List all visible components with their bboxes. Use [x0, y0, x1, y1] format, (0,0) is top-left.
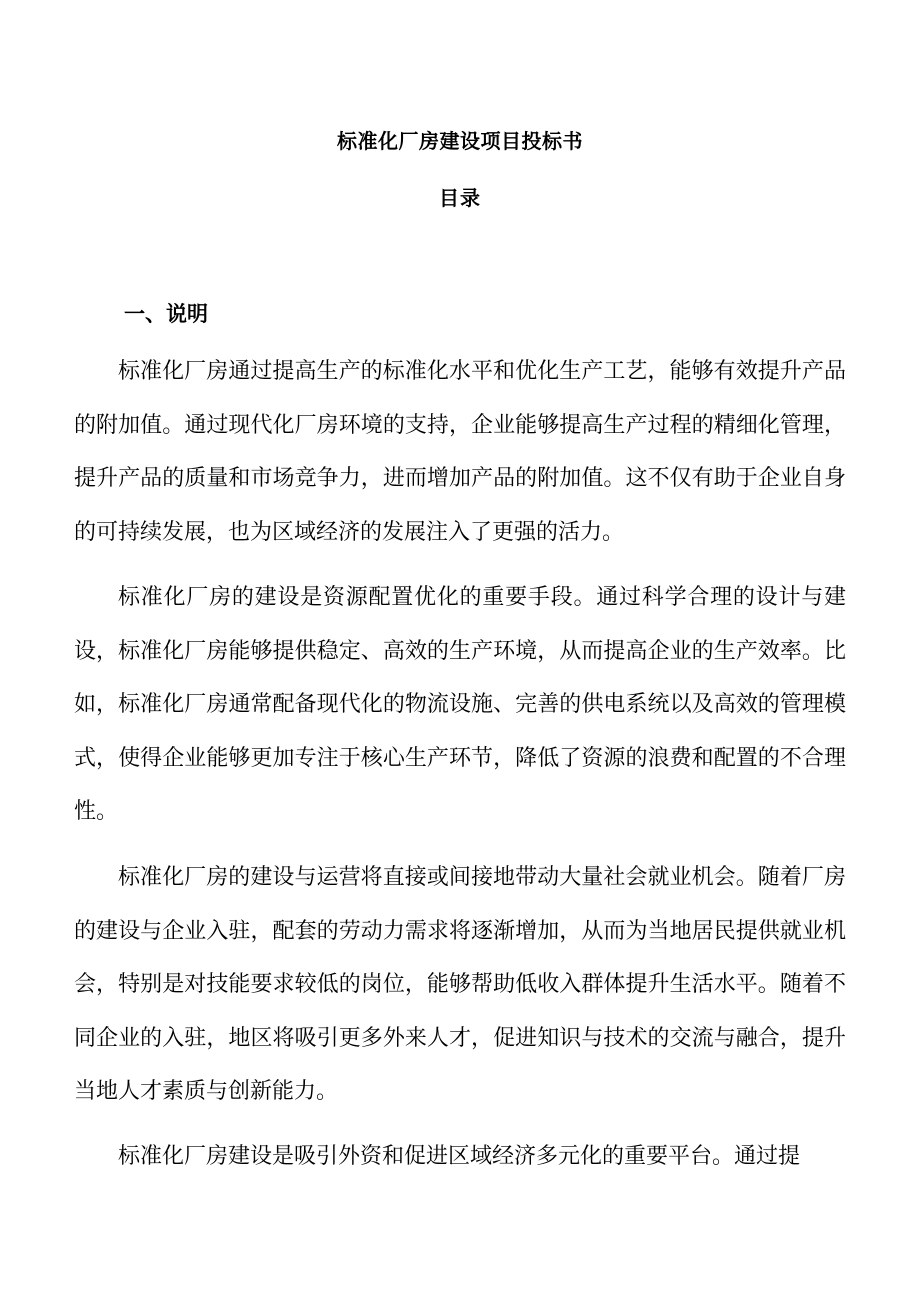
paragraph-4: 标准化厂房建设是吸引外资和促进区域经济多元化的重要平台。通过提 [118, 1144, 801, 1169]
section-heading: 一、说明 [124, 301, 208, 326]
paragraph-3: 标准化厂房的建设与运营将直接或间接地带动大量社会就业机会。随着厂房的建设与企业入驻，配套的劳动力需求将逐渐增加，从而为当地居民提供就业机会，特别是对技能要求较低的岗位，能够帮助低收入群体提升生活水平。随着不同企业的入驻，地区将吸引更多外来人才，促进知识与技术的交流与融合，提升当地人才素质与创新能力。 [74, 865, 846, 1104]
paragraph-2: 标准化厂房的建设是资源配置优化的重要手段。通过科学合理的设计与建设，标准化厂房能够提供稳定、高效的生产环境，从而提高企业的生产效率。比如，标准化厂房通常配备现代化的物流设施、完善的供电系统以及高效的管理模式，使得企业能够更加专注于核心生产环节，降低了资源的浪费和配置的不合理性。 [74, 585, 846, 824]
paragraph-1: 标准化厂房通过提高生产的标准化水平和优化生产工艺，能够有效提升产品的附加值。通过现代化厂房环境的支持，企业能够提高生产过程的精细化管理，提升产品的质量和市场竞争力，进而增加产品的附加值。这不仅有助于企业自身的可持续发展，也为区域经济的发展注入了更强的活力。 [74, 359, 846, 545]
toc-title: 目录 [439, 186, 481, 210]
document-title: 标准化厂房建设项目投标书 [337, 129, 583, 153]
